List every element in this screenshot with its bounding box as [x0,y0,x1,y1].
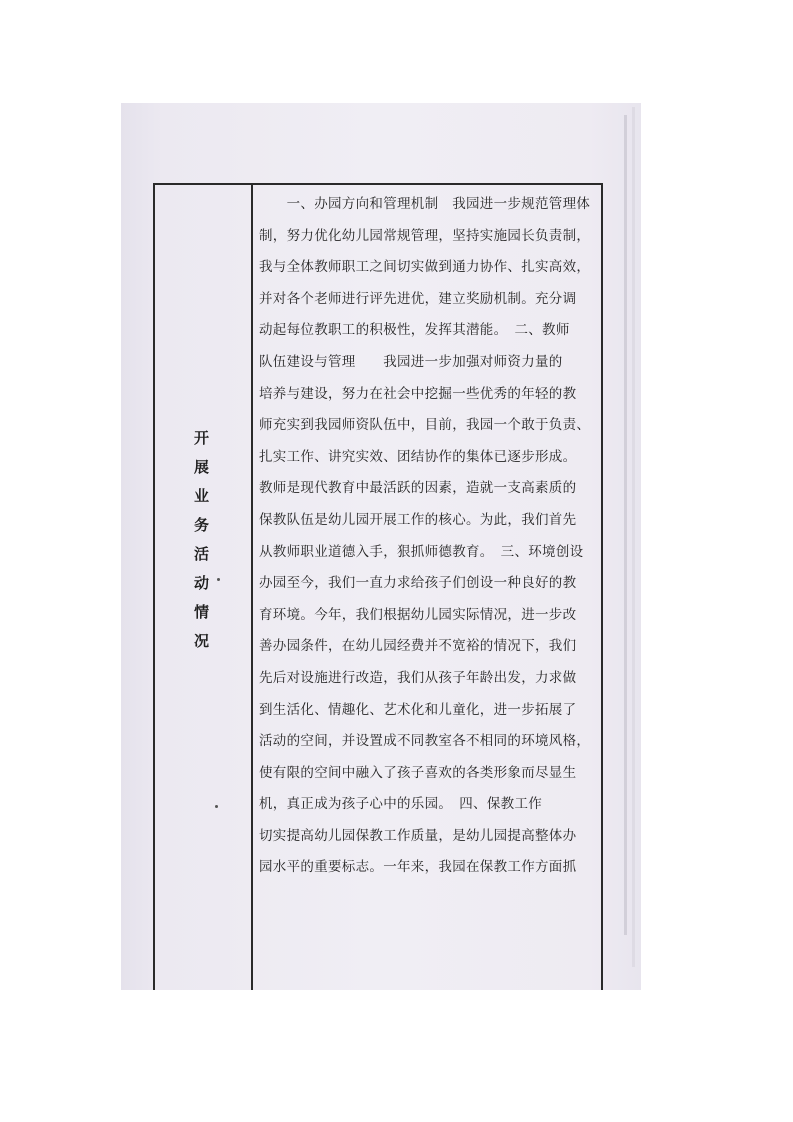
text-line: 机，真正成为孩子心中的乐园。 四、保教工作 [259,796,543,813]
text-line: 活动的空间，并设置成不同教室各不相同的环境风格， [259,733,591,750]
text-line: 培养与建设，努力在社会中挖掘一些优秀的年轻的教 [259,385,577,402]
text-line: 队伍建设与管理 我园进一步加强对师资力量的 [259,353,563,370]
text-line: 使有限的空间中融入了孩子喜欢的各类形象而尽显生 [259,764,577,781]
text-line: 善办园条件，在幼儿园经费并不宽裕的情况下，我们 [259,638,577,655]
text-line: 到生活化、情趣化、艺术化和儿童化，进一步拓展了 [259,701,577,718]
row-label: 开展业务活动情况 [192,430,210,662]
text-line: 切实提高幼儿园保教工作质量，是幼儿园提高整体办 [259,827,577,844]
page-edge [624,115,627,935]
text-line: 并对各个老师进行评先进优，建立奖励机制。充分调 [259,290,577,307]
text-line: 育环境。今年，我们根据幼儿园实际情况，进一步改 [259,606,577,623]
scan-speck [217,578,220,581]
text-line: 园水平的重要标志。一年来，我园在保教工作方面抓 [259,859,577,876]
text-line: 我与全体教师职工之间切实做到通力协作、扎实高效， [259,259,591,276]
text-line: 办园至今，我们一直力求给孩子们创设一种良好的教 [259,575,577,592]
text-line: 师充实到我园师资队伍中，目前，我园一个敢于负责、 [259,417,591,434]
text-line: 从教师职业道德入手，狠抓师德教育。 三、环境创设 [259,543,584,560]
table-frame [153,183,603,990]
text-line: 扎实工作、讲究实效、团结协作的集体已逐步形成。 [259,448,577,465]
text-line: 制，努力优化幼儿园常规管理，坚持实施园长负责制， [259,227,591,244]
column-divider [251,185,253,990]
text-line: 一、办园方向和管理机制 我园进一步规范管理体 [259,196,591,212]
scanned-page [121,103,641,990]
text-line: 教师是现代教育中最活跃的因素，造就一支高素质的 [259,480,577,497]
text-line: 保教队伍是幼儿园开展工作的核心。为此，我们首先 [259,511,577,528]
label-column [155,185,251,990]
text-line: 先后对设施进行改造，我们从孩子年龄出发，力求做 [259,669,577,686]
scan-speck [215,805,218,808]
text-line: 动起每位教职工的积极性，发挥其潜能。 二、教师 [259,322,570,339]
content-column [259,189,599,884]
page-edge [632,107,635,967]
